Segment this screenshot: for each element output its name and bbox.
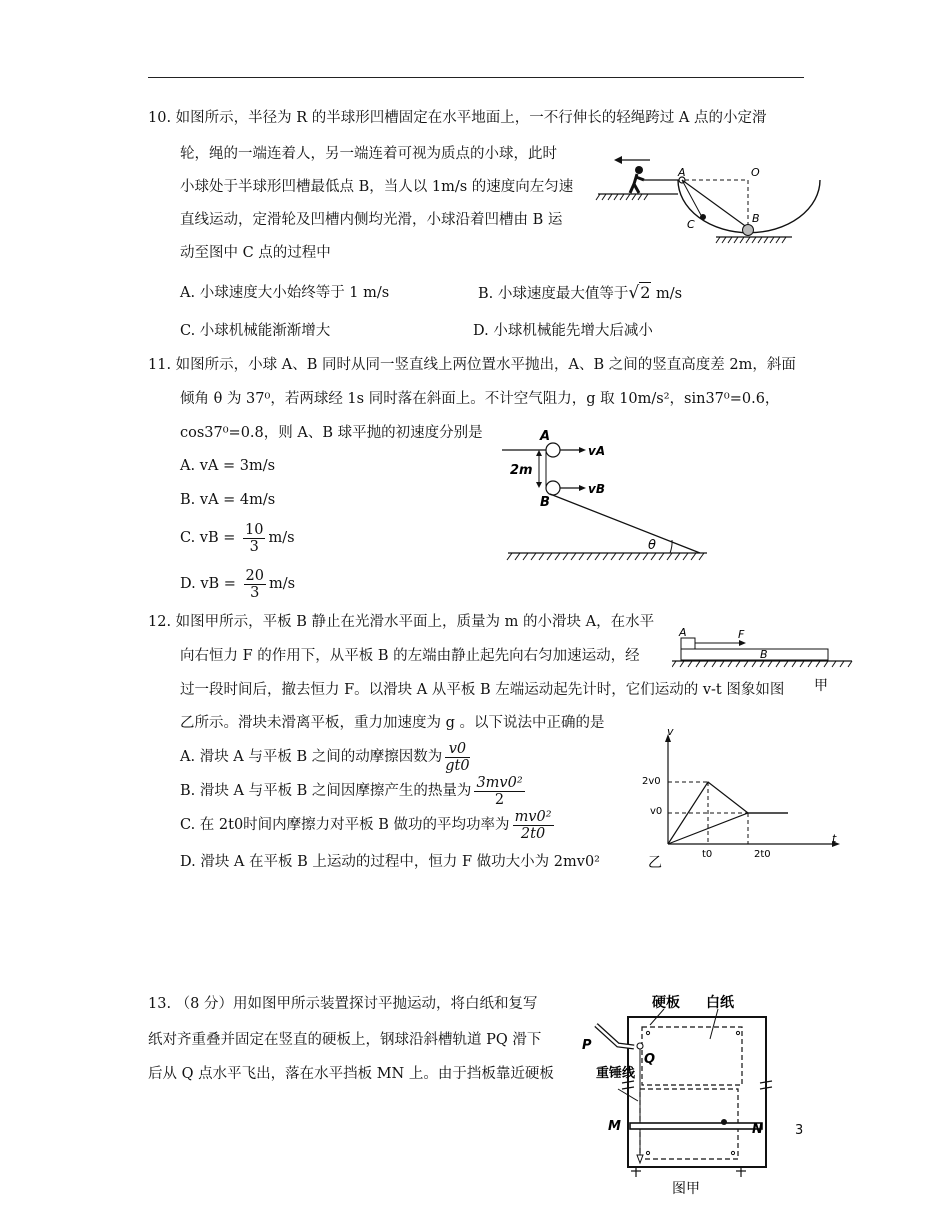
q11-line-2: 倾角 θ 为 37⁰，若两球经 1s 同时落在斜面上。不计空气阻力，g 取 10m/s²，sin37⁰=0.6， (180, 391, 780, 407)
q12-jia-label-a: A (679, 626, 687, 639)
q13-label-board: 硬板 (652, 995, 680, 1011)
person-icon (630, 166, 644, 193)
q10-label-o: O (751, 166, 760, 179)
q13-line-1: 13. （8 分）用如图甲所示装置探讨平抛运动，将白纸和复写 (148, 996, 538, 1012)
q10-line-4: 直线运动，定滑轮及凹槽内侧均光滑，小球沿着凹槽由 B 运 (180, 212, 563, 228)
q10-line-3: 小球处于半球形凹槽最低点 B，当人以 1m/s 的速度向左匀速 (180, 179, 574, 195)
q13-label-n: N (752, 1122, 763, 1137)
q13-line-3: 后从 Q 点水平飞出，落在水平挡板 MN 上。由于挡板靠近硬板 (148, 1066, 554, 1082)
q11-label-a: A (540, 429, 551, 444)
q13-label-q: Q (644, 1052, 656, 1067)
q12-vt-chart (640, 726, 850, 876)
q13-figure (578, 985, 778, 1200)
q13-label-p: P (582, 1038, 592, 1053)
q13-label-line-1: 重锤线 (596, 1066, 636, 1081)
q10-option-a: A. 小球速度大小始终等于 1 m/s (180, 285, 390, 301)
q13-label-paper: 白纸 (706, 995, 734, 1011)
q12-line-2: 向右恒力 F 的作用下，从平板 B 的左端由静止起先向右匀加速运动，经 (180, 648, 640, 664)
q10-option-b: B. 小球速度最大值等于√2 m/s (478, 283, 683, 303)
q12-option-a: A. 滑块 A 与平板 B 之间的动摩擦因数为 $\frac{v0}{gt0}$ (180, 740, 470, 774)
vt-y-label: v (667, 726, 674, 738)
q13-line-2: 纸对齐重叠并固定在竖直的硬板上，钢球沿斜槽轨道 PQ 滑下 (148, 1032, 542, 1048)
q12-option-c: C. 在 2t0时间内摩擦力对平板 B 做功的平均功率为 $\frac{\text{mv0²}}{2t0}$ (180, 808, 552, 842)
q12-figure-jia (672, 625, 857, 695)
q12-jia-label-b: B (760, 648, 768, 661)
q12-line-1: 12. 如图甲所示，平板 B 静止在光滑水平面上，质量为 m 的小滑块 A，在水平 (148, 614, 655, 630)
q11-label-theta: θ (648, 538, 656, 553)
q12-line-3: 过一段时间后，撤去恒力 F。以滑块 A 从平板 B 左端运动起先计时，它们运动的 v-t 图象如图 (180, 682, 785, 698)
q11-option-b: B. vA = 4m/s (180, 492, 276, 508)
q11-option-c: C. vB = $\frac{10}{3}$ m/s (180, 521, 295, 555)
vt-tick-2v0: 2v0 (642, 776, 661, 787)
q13-caption: 图甲 (672, 1181, 700, 1197)
q10-line-1: 10. 如图所示，半径为 R 的半球形凹槽固定在水平地面上，一不行伸长的轻绳跨过 A 点的小定滑 (148, 110, 767, 126)
vt-tick-t0: t0 (702, 849, 713, 860)
q12-option-d: D. 滑块 A 在平板 B 上运动的过程中，恒力 F 做功大小为 2mv0² (180, 854, 600, 870)
q11-label-vb: vB (588, 482, 605, 496)
vt-x-label: t (832, 832, 837, 845)
q11-option-a: A. vA = 3m/s (180, 458, 276, 474)
page-number: 3 (795, 1123, 804, 1138)
q11-label-va: vA (588, 444, 606, 458)
vt-series-B (668, 813, 788, 844)
q12-option-b: B. 滑块 A 与平板 B 之间因摩擦产生的热量为 $\frac{\text{3mv0²}}{2}$ (180, 774, 523, 808)
q10-line-5: 动至图中 C 点的过程中 (180, 245, 331, 261)
vt-tick-v0: v0 (650, 806, 663, 817)
q10-label-c: C (687, 218, 695, 231)
q11-label-b: B (540, 495, 550, 510)
q11-label-h: 2m (510, 463, 533, 478)
q11-line-3: cos37⁰=0.8，则 A、B 球平抛的初速度分别是 (180, 425, 483, 441)
q12-jia-label-f: F (738, 628, 745, 641)
vt-caption: 乙 (648, 855, 662, 871)
q13-label-m: M (608, 1119, 621, 1134)
q12-line-4: 乙所示。滑块未滑离平板，重力加速度为 g 。以下说法中正确的是 (180, 715, 605, 731)
q10-label-a: A (678, 166, 686, 179)
q11-line-1: 11. 如图所示，小球 A、B 同时从同一竖直线上两位置水平抛出，A、B 之间的竖直高度差 2m，斜面 (148, 357, 796, 373)
q12-jia-caption: 甲 (814, 678, 828, 694)
q10-sqrt-value: 2 (640, 283, 651, 302)
header-rule (148, 77, 804, 78)
q10-label-b: B (752, 212, 760, 225)
q10-line-2: 轮，绳的一端连着人，另一端连着可视为质点的小球，此时 (180, 146, 557, 162)
q10-option-d: D. 小球机械能先增大后减小 (473, 323, 653, 339)
q11-figure (502, 428, 717, 568)
vt-tick-2t0: 2t0 (754, 849, 771, 860)
q10-figure (592, 150, 828, 245)
q10-option-c: C. 小球机械能渐渐增大 (180, 323, 331, 339)
q11-option-d: D. vB = $\frac{20}{3}$ m/s (180, 567, 296, 601)
